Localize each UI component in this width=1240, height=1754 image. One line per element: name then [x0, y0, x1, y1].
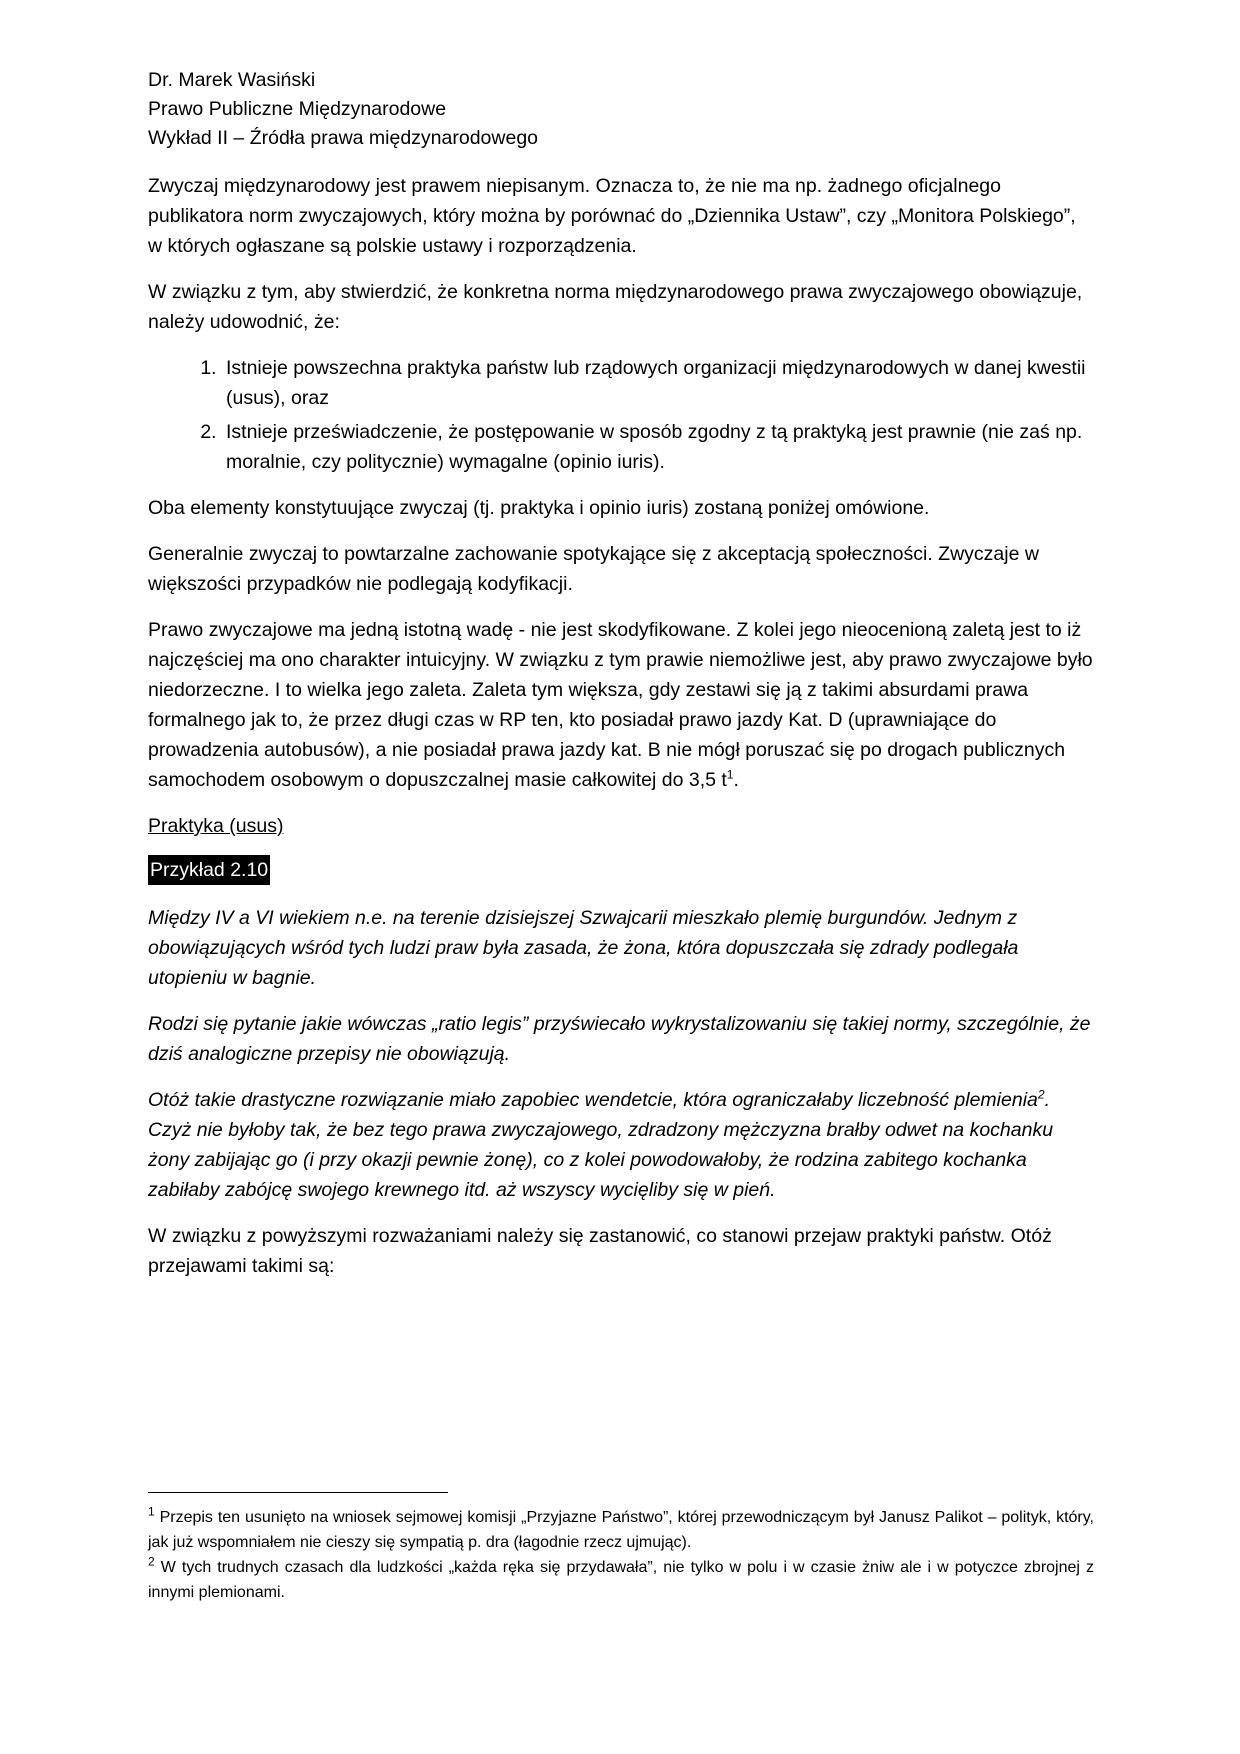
- list-item: 2. Istnieje przeświadczenie, że postępowanie w sposób zgodny z tą praktyką jest prawnie (nie zaś np. moralnie, czy politycznie) wymagalne (opinio iuris).: [222, 417, 1094, 477]
- paragraph-5-text: Prawo zwyczajowe ma jedną istotną wadę - nie jest skodyfikowane. Z kolei jego nieocenioną zaletą jest to iż najczęściej ma ono charakter intuicyjny. W związku z tym prawie niemożliwe jest, aby prawo zwyczajowe było niedorzeczne. I to wielka jego zaleta. Zaleta tym większa, gdy zestawi się ją z takimi absurdami prawa formalnego jak to, że przez długi czas w RP ten, kto posiadał prawo jazdy Kat. D (uprawniające do prowadzenia autobusów), a nie posiadał prawa jazdy kat. B nie mógł poruszać się po drogach publicznych samochodem osobowym o dopuszczalnej masie całkowitej do 3,5 t: [148, 619, 1093, 791]
- example-paragraph-3a: Otóż takie drastyczne rozwiązanie miało zapobiec wendetcie, która ograniczałaby liczebność plemienia: [148, 1089, 1038, 1111]
- footnote-ref-2[interactable]: 2: [1037, 1087, 1045, 1102]
- paragraph-6: W związku z powyższymi rozważaniami należy się zastanowić, co stanowi przejaw praktyki państw. Otóż przejawami takimi są:: [148, 1225, 1052, 1277]
- paragraph-3: Oba elementy konstytuujące zwyczaj (tj. praktyka i opinio iuris) zostaną poniżej omówione.: [148, 497, 930, 519]
- footnote-number: 1: [148, 1504, 155, 1519]
- example-label-wrap: [148, 855, 1094, 885]
- example-paragraph-2: Rodzi się pytanie jakie wówczas „ratio legis” przyświecało wykrystalizowaniu się takiej normy, szczególnie, że dziś analogiczne przepisy nie obowiązują.: [148, 1013, 1091, 1065]
- paragraph-1: Zwyczaj międzynarodowy jest prawem niepisanym. Oznacza to, że nie ma np. żadnego oficjalnego publikatora norm zwyczajowych, który można by porównać do „Dziennika Ustaw”, czy „Monitora Polskiego”, w których ogłaszane są polskie ustawy i rozporządzenia.: [148, 175, 1076, 257]
- footnote-1: [148, 1505, 1094, 1555]
- footnote-ref-1[interactable]: 1: [726, 767, 734, 782]
- document-header: [148, 66, 1094, 153]
- document-page: [148, 66, 1094, 1297]
- example-label: Przykład 2.10: [148, 855, 270, 885]
- footnotes: [148, 1505, 1094, 1605]
- example-paragraph-3: [148, 1085, 1094, 1205]
- paragraph-5-end: .: [733, 769, 739, 791]
- footnote-text: Przepis ten usunięto na wniosek sejmowej komisji „Przyjazne Państwo”, której przewodniczącym był Janusz Palikot – polityk, który, jak już wspomniałem nie cieszy się sympatią p. dra (łagodnie rzecz ujmując).: [148, 1509, 1094, 1551]
- course-line: Prawo Publiczne Międzynarodowe: [148, 98, 447, 120]
- example-paragraph-3b: . Czyż nie byłoby tak, że bez tego prawa zwyczajowego, zdradzony mężczyzna brałby odwet na kochanku żony zabijając go (i przy okazji pewnie żonę), co z kolei powodowałoby, że rodzina zabitego kochanka zabiłaby zabójcę swojego krewnego itd. aż wszyscy wycięliby się w pień.: [148, 1089, 1054, 1201]
- footnote-number: 2: [148, 1554, 155, 1569]
- footnote-separator: [148, 1492, 448, 1493]
- footnote-text: W tych trudnych czasach dla ludzkości „każda ręka się przydawała”, nie tylko w polu i w czasie żniw ale i w potyczce zbrojnej z innymi plemionami.: [148, 1559, 1094, 1601]
- conditions-list: [148, 353, 1094, 477]
- paragraph-2: W związku z tym, aby stwierdzić, że konkretna norma międzynarodowego prawa zwyczajowego obowiązuje, należy udowodnić, że:: [148, 281, 1083, 333]
- lecture-title: Wykład II – Źródła prawa międzynarodowego: [148, 127, 539, 149]
- paragraph-4: Generalnie zwyczaj to powtarzalne zachowanie spotykające się z akceptacją społeczności. Zwyczaje w większości przypadków nie podlegają kodyfikacji.: [148, 543, 1039, 595]
- paragraph-5: [148, 615, 1094, 795]
- section-heading-praktyka: Praktyka (usus): [148, 815, 284, 837]
- author-line: Dr. Marek Wasiński: [148, 69, 316, 91]
- footnote-2: [148, 1555, 1094, 1605]
- example-paragraph-1: Między IV a VI wiekiem n.e. na terenie dzisiejszej Szwajcarii mieszkało plemię burgundów. Jednym z obowiązujących wśród tych ludzi praw była zasada, że żona, która dopuszczała się zdrady podlegała utopieniu w bagnie.: [148, 907, 1019, 989]
- list-item: 1. Istnieje powszechna praktyka państw lub rządowych organizacji międzynarodowych w danej kwestii (usus), oraz: [222, 353, 1094, 413]
